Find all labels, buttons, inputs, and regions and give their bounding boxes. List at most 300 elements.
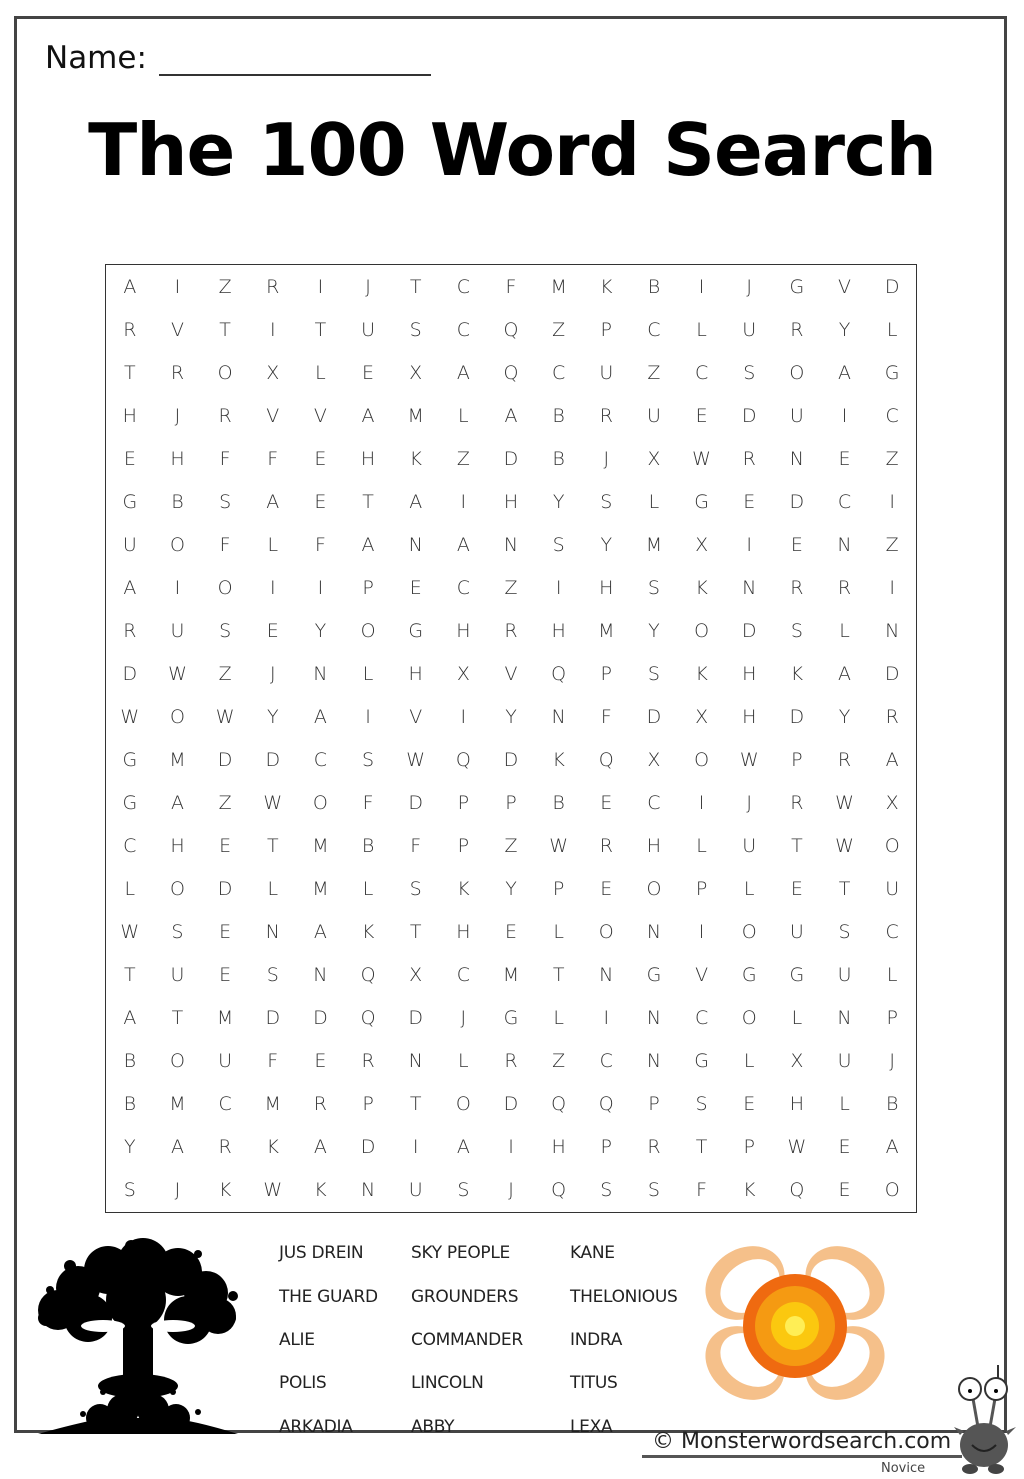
grid-cell: P bbox=[600, 662, 613, 685]
grid-cell: Z bbox=[218, 275, 232, 298]
grid-cell: L bbox=[362, 662, 374, 685]
grid-cell: F bbox=[600, 705, 612, 728]
grid-cell: Q bbox=[551, 662, 567, 685]
grid-cell: P bbox=[648, 1093, 660, 1116]
grid-cell: N bbox=[599, 964, 614, 987]
word-item: ABBY bbox=[411, 1417, 455, 1437]
grid-cell: Q bbox=[598, 749, 614, 772]
grid-cell: Q bbox=[360, 964, 376, 987]
grid-cell: A bbox=[266, 490, 280, 513]
grid-cell: O bbox=[169, 533, 185, 556]
grid-cell: K bbox=[695, 662, 708, 685]
grid-cell: H bbox=[456, 619, 471, 642]
grid-cell: E bbox=[219, 921, 232, 944]
word-item: THE GUARD bbox=[279, 1287, 378, 1307]
grid-cell: X bbox=[456, 662, 470, 685]
grid-cell: J bbox=[889, 1050, 895, 1073]
word-item: GROUNDERS bbox=[411, 1287, 519, 1307]
grid-cell: Z bbox=[218, 792, 232, 815]
grid-cell: O bbox=[217, 576, 233, 599]
grid-cell: R bbox=[266, 275, 280, 298]
grid-cell: Z bbox=[552, 1050, 566, 1073]
grid-cell: T bbox=[219, 318, 231, 341]
grid-cell: G bbox=[122, 749, 138, 772]
grid-cell: V bbox=[266, 404, 280, 427]
grid-cell: L bbox=[696, 835, 707, 858]
grid-cell: O bbox=[169, 1050, 185, 1073]
grid-cell: Z bbox=[647, 361, 661, 384]
grid-cell: T bbox=[409, 921, 422, 944]
grid-cell: T bbox=[552, 964, 565, 987]
grid-cell: N bbox=[837, 1007, 852, 1030]
grid-cell: N bbox=[408, 533, 423, 556]
grid-cell: T bbox=[171, 1007, 184, 1030]
grid-cell: E bbox=[314, 1050, 327, 1073]
grid-cell: S bbox=[600, 490, 613, 513]
grid-cell: A bbox=[170, 1136, 184, 1159]
word-item: INDRA bbox=[570, 1330, 623, 1350]
grid-cell: M bbox=[216, 1007, 234, 1030]
grid-cell: V bbox=[838, 275, 852, 298]
grid-cell: N bbox=[646, 921, 662, 944]
grid-cell: F bbox=[314, 533, 326, 556]
name-field bbox=[45, 40, 431, 76]
grid-cell: U bbox=[789, 921, 804, 944]
grid-cell: B bbox=[552, 447, 565, 470]
grid-cell: B bbox=[123, 1050, 137, 1073]
grid-cell: O bbox=[169, 878, 185, 901]
grid-cell: L bbox=[886, 964, 898, 987]
grid-cell: S bbox=[409, 318, 422, 341]
grid-cell: I bbox=[508, 1136, 514, 1159]
grid-cell: H bbox=[551, 1136, 566, 1159]
grid-cell: E bbox=[219, 964, 232, 987]
grid-cell: I bbox=[460, 705, 467, 728]
grid-cell: A bbox=[456, 533, 470, 556]
grid-cell: H bbox=[551, 619, 566, 642]
grid-cell: G bbox=[408, 619, 424, 642]
grid-cell: R bbox=[837, 749, 852, 772]
grid-cell: F bbox=[219, 447, 231, 470]
grid-cell: J bbox=[174, 404, 181, 427]
grid-cell: U bbox=[122, 533, 137, 556]
grid-cell: E bbox=[790, 878, 803, 901]
grid-cell: N bbox=[789, 447, 804, 470]
grid-cell: W bbox=[549, 835, 569, 858]
grid-cell: H bbox=[360, 447, 376, 470]
monster-mascot-icon bbox=[950, 1365, 1020, 1475]
grid-cell: C bbox=[694, 1007, 709, 1030]
grid-cell: M bbox=[312, 878, 329, 901]
grid-cell: R bbox=[599, 404, 613, 427]
grid-cell: S bbox=[171, 921, 184, 944]
grid-cell: S bbox=[266, 964, 279, 987]
grid-cell: I bbox=[412, 1136, 419, 1159]
grid-cell: L bbox=[315, 361, 326, 384]
grid-cell: O bbox=[694, 619, 710, 642]
grid-cell: J bbox=[603, 447, 610, 470]
word-search-grid bbox=[105, 264, 917, 1213]
grid-cell: K bbox=[552, 749, 565, 772]
grid-cell: N bbox=[360, 1179, 376, 1202]
grid-cell: L bbox=[743, 878, 755, 901]
grid-cell: F bbox=[696, 1179, 708, 1202]
grid-cell: L bbox=[553, 921, 564, 944]
grid-cell: O bbox=[217, 361, 233, 384]
grid-cell: U bbox=[789, 404, 804, 427]
grid-cell: X bbox=[647, 447, 661, 470]
grid-cell: N bbox=[837, 533, 852, 556]
grid-cell: S bbox=[552, 533, 565, 556]
grid-cell: O bbox=[312, 792, 328, 815]
grid-cell: Y bbox=[552, 490, 565, 513]
grid-cell: S bbox=[123, 1179, 136, 1202]
grid-cell: D bbox=[741, 404, 757, 427]
grid-cell: Y bbox=[266, 705, 279, 728]
grid-cell: S bbox=[647, 1179, 660, 1202]
grid-cell: A bbox=[361, 533, 375, 556]
grid-cell: D bbox=[503, 749, 519, 772]
grid-cell: S bbox=[647, 662, 660, 685]
grid-cell: D bbox=[122, 662, 138, 685]
grid-cell: R bbox=[313, 1093, 327, 1116]
grid-cell: E bbox=[504, 921, 517, 944]
grid-cell: M bbox=[550, 275, 567, 298]
grid-cell: H bbox=[170, 447, 185, 470]
grid-cell: W bbox=[120, 705, 140, 728]
grid-cell: I bbox=[746, 533, 753, 556]
grid-cell: M bbox=[502, 964, 520, 987]
grid-cell: S bbox=[790, 619, 803, 642]
grid-cell: E bbox=[314, 447, 327, 470]
grid-cell: Z bbox=[504, 835, 518, 858]
grid-cell: O bbox=[741, 1007, 757, 1030]
grid-cell: A bbox=[409, 490, 423, 513]
grid-cell: D bbox=[217, 878, 233, 901]
grid-cell: G bbox=[122, 792, 138, 815]
grid-cell: O bbox=[789, 361, 805, 384]
grid-cell: L bbox=[886, 318, 898, 341]
grid-cell: L bbox=[458, 404, 469, 427]
grid-cell: W bbox=[406, 749, 426, 772]
grid-cell: G bbox=[884, 361, 900, 384]
grid-cell: P bbox=[457, 792, 470, 815]
grid-cell: V bbox=[170, 318, 184, 341]
grid-cell: G bbox=[503, 1007, 519, 1030]
grid-cell: H bbox=[646, 835, 662, 858]
grid-cell: V bbox=[313, 404, 327, 427]
grid-cell: U bbox=[646, 404, 661, 427]
grid-cell: L bbox=[696, 318, 707, 341]
word-item: KANE bbox=[570, 1243, 615, 1263]
grid-cell: P bbox=[362, 1093, 374, 1116]
grid-cell: Y bbox=[600, 533, 613, 556]
grid-cell: C bbox=[552, 361, 566, 384]
grid-cell: A bbox=[885, 749, 899, 772]
grid-cell: T bbox=[124, 361, 136, 384]
grid-cell: K bbox=[695, 576, 708, 599]
footer-divider bbox=[642, 1455, 962, 1458]
word-item: THELONIOUS bbox=[570, 1287, 678, 1307]
grid-cell: R bbox=[790, 318, 804, 341]
word-item: LEXA bbox=[570, 1417, 613, 1437]
difficulty-level: Novice bbox=[881, 1461, 926, 1476]
grid-cell: N bbox=[742, 576, 757, 599]
grid-cell: R bbox=[599, 835, 613, 858]
grid-cell: T bbox=[838, 878, 851, 901]
grid-cell: L bbox=[124, 878, 136, 901]
grid-cell: K bbox=[266, 1136, 279, 1159]
grid-cell: J bbox=[508, 1179, 514, 1202]
grid-cell: K bbox=[409, 447, 422, 470]
grid-cell: L bbox=[839, 619, 850, 642]
grid-cell: Z bbox=[885, 447, 899, 470]
grid-cell: T bbox=[695, 1136, 708, 1159]
grid-cell: J bbox=[746, 275, 753, 298]
grid-cell: W bbox=[835, 792, 854, 815]
grid-cell: C bbox=[647, 792, 661, 815]
grid-cell: K bbox=[742, 1179, 756, 1202]
grid-cell: E bbox=[838, 1179, 851, 1202]
grid-cell: Z bbox=[218, 662, 232, 685]
grid-cell: E bbox=[790, 533, 803, 556]
grid-cell: Q bbox=[503, 318, 519, 341]
grid-cell: T bbox=[409, 275, 422, 298]
grid-cell: K bbox=[314, 1179, 327, 1202]
grid-cell: C bbox=[837, 490, 852, 513]
copyright-text: © Monsterwordsearch.com bbox=[652, 1429, 952, 1454]
grid-cell: Q bbox=[503, 361, 519, 384]
grid-cell: A bbox=[456, 361, 470, 384]
grid-cell: F bbox=[505, 275, 517, 298]
grid-cell: C bbox=[123, 835, 137, 858]
grid-cell: B bbox=[647, 275, 661, 298]
grid-cell: R bbox=[790, 576, 804, 599]
grid-cell: Y bbox=[505, 705, 517, 728]
word-item: SKY PEOPLE bbox=[411, 1243, 510, 1263]
grid-cell: W bbox=[787, 1136, 807, 1159]
grid-cell: P bbox=[505, 792, 517, 815]
grid-cell: W bbox=[835, 835, 854, 858]
word-item: POLIS bbox=[279, 1373, 327, 1393]
grid-cell: W bbox=[739, 749, 759, 772]
grid-cell: O bbox=[598, 921, 614, 944]
grid-cell: Z bbox=[885, 533, 899, 556]
grid-cell: B bbox=[552, 792, 565, 815]
grid-cell: O bbox=[169, 705, 185, 728]
grid-cell: V bbox=[695, 964, 709, 987]
grid-cell: D bbox=[884, 662, 900, 685]
grid-cell: D bbox=[646, 705, 662, 728]
grid-cell: B bbox=[552, 404, 565, 427]
grid-cell: R bbox=[218, 1136, 232, 1159]
grid-cell: C bbox=[456, 318, 470, 341]
grid-cell: R bbox=[647, 1136, 661, 1159]
grid-cell: U bbox=[837, 964, 852, 987]
grid-cell: I bbox=[174, 576, 181, 599]
grid-cell: N bbox=[646, 1007, 662, 1030]
grid-cell: Q bbox=[455, 749, 471, 772]
grid-cell: T bbox=[791, 835, 803, 858]
grid-cell: J bbox=[460, 1007, 467, 1030]
grid-cell: Y bbox=[124, 1136, 136, 1159]
grid-cell: G bbox=[122, 490, 138, 513]
grid-cell: Z bbox=[552, 318, 566, 341]
grid-cell: C bbox=[456, 576, 470, 599]
grid-cell: R bbox=[504, 1050, 518, 1073]
grid-cell: H bbox=[599, 576, 614, 599]
grid-cell: O bbox=[884, 1179, 900, 1202]
grid-cell: U bbox=[170, 964, 185, 987]
grid-cell: D bbox=[789, 705, 805, 728]
grid-cell: I bbox=[317, 275, 324, 298]
grid-cell: R bbox=[885, 705, 899, 728]
grid-cell: I bbox=[317, 576, 324, 599]
grid-cell: G bbox=[789, 275, 805, 298]
grid-cell: Y bbox=[505, 878, 517, 901]
word-item: ARKADIA bbox=[279, 1417, 353, 1437]
grid-cell: U bbox=[408, 1179, 423, 1202]
grid-cell: A bbox=[456, 1136, 470, 1159]
grid-cell: J bbox=[746, 792, 753, 815]
grid-cell: P bbox=[600, 318, 613, 341]
grid-cell: D bbox=[408, 1007, 424, 1030]
grid-cell: C bbox=[456, 964, 470, 987]
grid-cell: I bbox=[174, 275, 181, 298]
grid-cell: C bbox=[885, 921, 899, 944]
grid-cell: C bbox=[218, 1093, 232, 1116]
grid-cell: F bbox=[410, 835, 422, 858]
grid-cell: U bbox=[599, 361, 614, 384]
grid-cell: W bbox=[215, 705, 235, 728]
grid-cell: V bbox=[504, 662, 518, 685]
grid-cell: A bbox=[123, 576, 137, 599]
grid-cell: D bbox=[884, 275, 900, 298]
grid-cell: E bbox=[362, 361, 375, 384]
grid-cell: P bbox=[362, 576, 374, 599]
grid-cell: E bbox=[838, 447, 851, 470]
grid-cell: U bbox=[742, 835, 757, 858]
grid-cell: P bbox=[743, 1136, 755, 1159]
grid-cell: F bbox=[267, 447, 279, 470]
grid-cell: I bbox=[698, 792, 705, 815]
grid-cell: L bbox=[743, 1050, 755, 1073]
grid-cell: E bbox=[695, 404, 708, 427]
grid-cell: M bbox=[312, 835, 329, 858]
grid-cell: O bbox=[694, 749, 710, 772]
grid-cell: O bbox=[455, 1093, 471, 1116]
grid-cell: I bbox=[889, 490, 895, 513]
grid-cell: I bbox=[841, 404, 848, 427]
grid-cell: C bbox=[885, 404, 899, 427]
grid-cell: S bbox=[647, 576, 660, 599]
grid-cell: P bbox=[457, 835, 470, 858]
grid-cell: O bbox=[741, 921, 757, 944]
grid-cell: C bbox=[647, 318, 661, 341]
grid-cell: S bbox=[362, 749, 375, 772]
grid-cell: U bbox=[742, 318, 757, 341]
grid-cell: G bbox=[741, 964, 757, 987]
grid-cell: E bbox=[266, 619, 279, 642]
grid-cell: X bbox=[695, 533, 709, 556]
grid-cell: E bbox=[219, 835, 232, 858]
word-item: TITUS bbox=[570, 1373, 618, 1393]
grid-cell: O bbox=[646, 878, 662, 901]
name-label: Name: bbox=[45, 40, 147, 76]
mushroom-cloud-icon bbox=[28, 1238, 243, 1438]
grid-cell: U bbox=[170, 619, 185, 642]
grid-cell: U bbox=[361, 318, 376, 341]
grid-cell: U bbox=[885, 878, 900, 901]
grid-cell: E bbox=[600, 878, 613, 901]
grid-cell: X bbox=[266, 361, 280, 384]
grid-cell: K bbox=[790, 662, 804, 685]
grid-cell: H bbox=[170, 835, 185, 858]
grid-cell: I bbox=[269, 576, 276, 599]
grid-cell: S bbox=[838, 921, 851, 944]
grid-cell: T bbox=[266, 835, 279, 858]
grid-cell: R bbox=[742, 447, 756, 470]
grid-cell: M bbox=[598, 619, 615, 642]
grid-cell: R bbox=[123, 619, 137, 642]
grid-cell: Q bbox=[551, 1179, 567, 1202]
grid-cell: I bbox=[555, 576, 562, 599]
grid-cell: L bbox=[791, 1007, 803, 1030]
grid-cell: G bbox=[694, 1050, 709, 1073]
grid-cell: P bbox=[886, 1007, 898, 1030]
grid-cell: F bbox=[267, 1050, 279, 1073]
grid-cell: X bbox=[409, 361, 423, 384]
grid-cell: D bbox=[741, 619, 757, 642]
grid-cell: T bbox=[124, 964, 136, 987]
grid-cell: S bbox=[743, 361, 756, 384]
grid-cell: W bbox=[168, 662, 187, 685]
grid-cell: K bbox=[457, 878, 470, 901]
grid-cell: S bbox=[695, 1093, 708, 1116]
grid-cell: R bbox=[790, 792, 804, 815]
grid-cell: A bbox=[361, 404, 375, 427]
grid-cell: A bbox=[123, 1007, 137, 1030]
grid-cell: R bbox=[170, 361, 185, 384]
grid-cell: A bbox=[170, 792, 184, 815]
grid-cell: M bbox=[645, 533, 663, 556]
grid-cell: S bbox=[219, 619, 232, 642]
word-list bbox=[279, 1243, 699, 1443]
grid-cell: H bbox=[742, 705, 757, 728]
grid-cell: H bbox=[742, 662, 757, 685]
grid-cell: N bbox=[313, 964, 328, 987]
grid-cell: A bbox=[313, 921, 327, 944]
grid-cell: X bbox=[885, 792, 899, 815]
grid-cell: H bbox=[503, 490, 519, 513]
grid-cell: W bbox=[263, 792, 283, 815]
letter-grid bbox=[106, 265, 916, 1212]
grid-cell: Z bbox=[456, 447, 470, 470]
grid-cell: I bbox=[365, 705, 371, 728]
grid-cell: X bbox=[647, 749, 661, 772]
grid-cell: N bbox=[885, 619, 900, 642]
grid-cell: B bbox=[171, 490, 184, 513]
grid-cell: E bbox=[743, 490, 756, 513]
grid-cell: H bbox=[408, 662, 423, 685]
name-blank-line[interactable] bbox=[159, 40, 431, 76]
grid-cell: L bbox=[362, 878, 374, 901]
grid-cell: L bbox=[267, 533, 279, 556]
grid-cell: M bbox=[407, 404, 424, 427]
grid-cell: A bbox=[885, 1136, 899, 1159]
grid-cell: I bbox=[269, 318, 276, 341]
grid-cell: W bbox=[120, 921, 140, 944]
